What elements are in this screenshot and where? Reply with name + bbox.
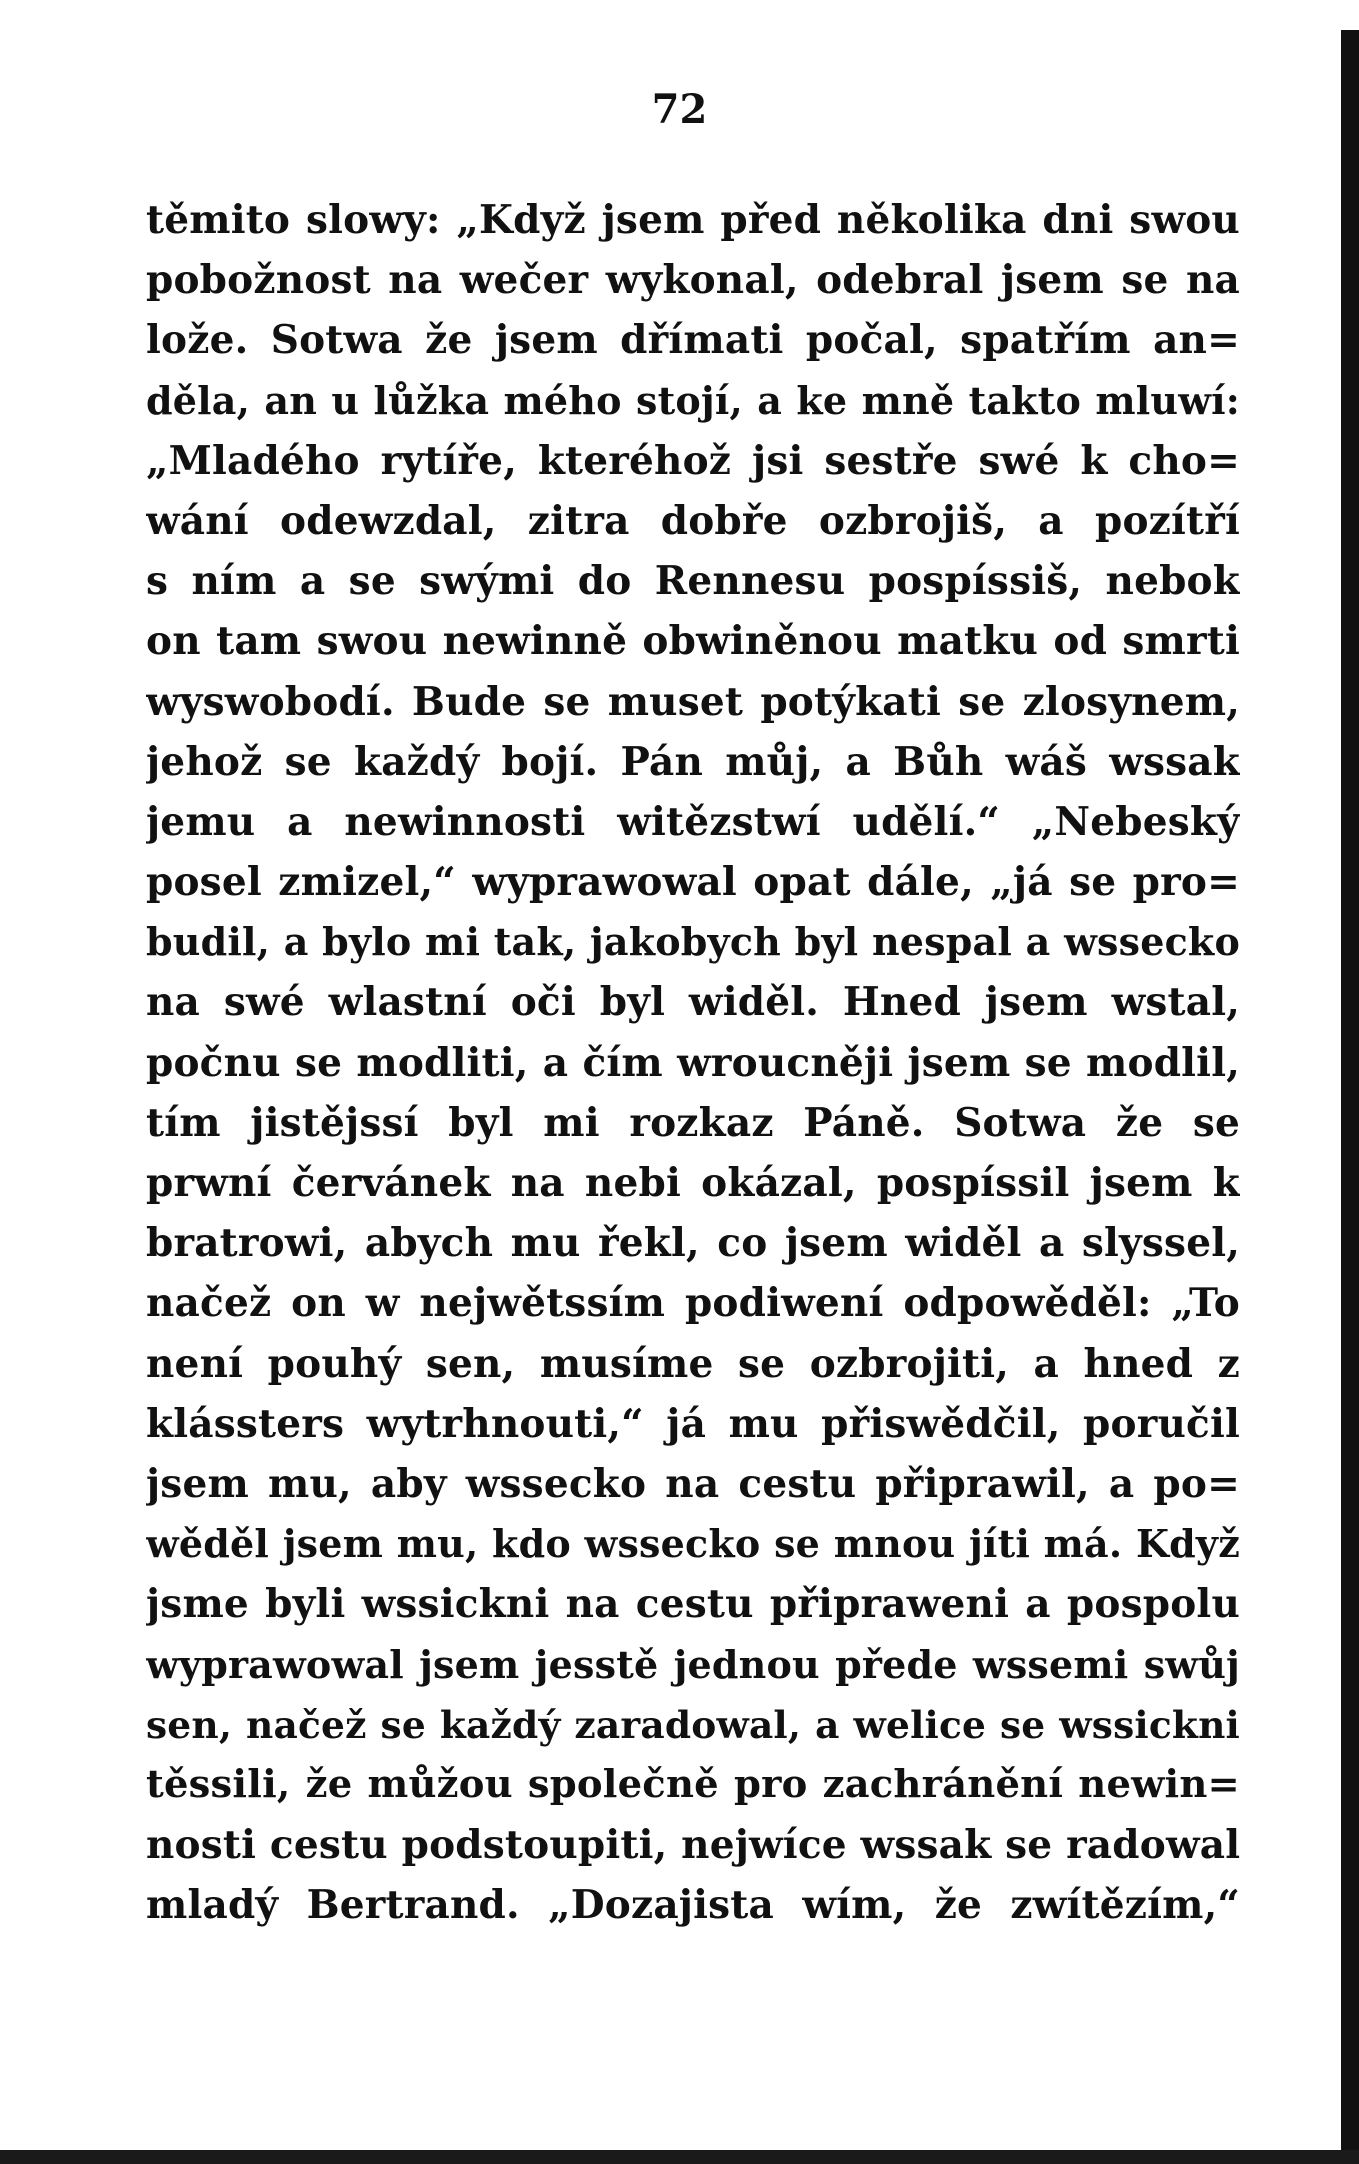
text-line: wyprawowal jsem jesstě jednou přede wssemi swůj (146, 1641, 1240, 1687)
text-line: těssili, že můžou společně pro zachránění newin= (146, 1761, 1240, 1807)
text-line: posel zmizel,“ wyprawowal opat dále, „já se pro= (146, 859, 1240, 906)
page-bottom-shadow (0, 2150, 1359, 2164)
text-line: pobožnost na wečer wykonal, odebral jsem se na (146, 257, 1240, 304)
text-line: s ním a se swými do Rennesu pospíssiš, nebok (146, 558, 1240, 605)
text-line: prwní červánek na nebi okázal, pospíssil jsem k (146, 1160, 1240, 1206)
text-line: wání odewzdal, zitra dobře ozbrojiš, a pozítří (146, 497, 1240, 544)
text-line: není pouhý sen, musíme se ozbrojiti, a hned z (146, 1340, 1240, 1387)
text-line: děla, an u lůžka mého stojí, a ke mně takto mluwí: (146, 377, 1240, 423)
text-line: sen, načež se každý zaradowal, a welice se wssickni (146, 1702, 1240, 1747)
page-edge-shadow (1341, 30, 1359, 2164)
text-line: počnu se modliti, a čím wroucněji jsem se modlil, (146, 1039, 1240, 1086)
text-line: wěděl jsem mu, kdo wssecko se mnou jíti má. Když (146, 1521, 1240, 1567)
text-line: jehož se každý bojí. Pán můj, a Bůh wáš wssak (146, 738, 1240, 785)
text-line: klássters wytrhnouti,“ já mu přiswědčil, poručil (146, 1400, 1240, 1447)
text-line: jemu a newinnosti witězstwí udělí.“ „Nebeský (146, 798, 1240, 845)
text-line: těmito slowy: „Když jsem před několika dni swou (146, 197, 1240, 243)
text-line: načež on w nejwětssím podiwení odpowěděl: „To (146, 1280, 1240, 1327)
body-text (146, 190, 1240, 1935)
page-number: 72 (651, 86, 708, 133)
text-line: jsem mu, aby wssecko na cestu připrawil, a po= (146, 1460, 1240, 1507)
text-line: tím jistějssí byl mi rozkaz Páně. Sotwa že se (146, 1099, 1240, 1146)
text-line: budil, a bylo mi tak, jakobych byl nespal a wssecko (146, 919, 1240, 965)
text-line: lože. Sotwa že jsem dřímati počal, spatřím an= (146, 317, 1240, 364)
text-line: „Mladého rytíře, kteréhož jsi sestře swé k cho= (146, 437, 1240, 484)
page-corner (1320, 0, 1359, 30)
text-line: nosti cestu podstoupiti, nejwíce wssak se radowal (146, 1822, 1240, 1869)
text-line: bratrowi, abych mu řekl, co jsem widěl a slyssel, (146, 1220, 1240, 1267)
text-line: jsme byli wssickni na cestu připraweni a pospolu (146, 1581, 1240, 1628)
text-line: na swé wlastní oči byl widěl. Hned jsem wstal, (146, 979, 1240, 1026)
text-line: wyswobodí. Bude se muset potýkati se zlosynem, (146, 678, 1240, 725)
text-line: mladý Bertrand. „Dozajista wím, že zwítězím,“ (146, 1882, 1240, 1929)
text-line: on tam swou newinně obwiněnou matku od smrti (146, 618, 1240, 665)
